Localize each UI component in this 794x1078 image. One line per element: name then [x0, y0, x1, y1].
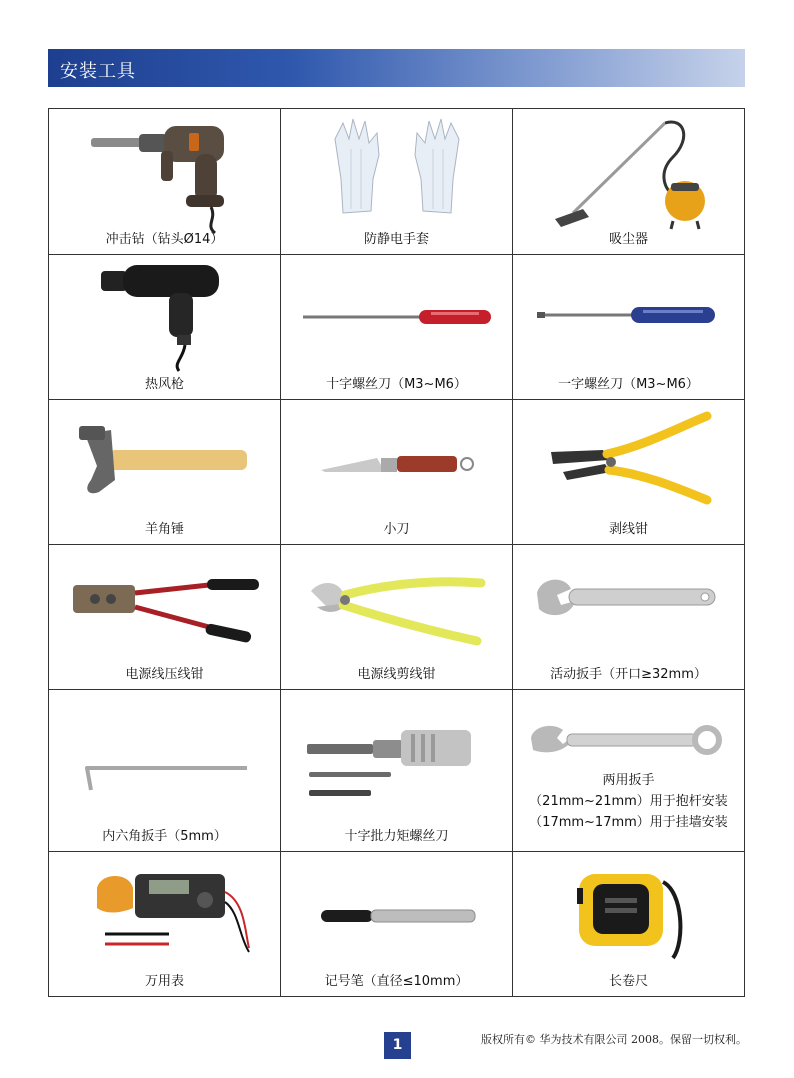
tool-label: 剥线钳 — [608, 522, 648, 537]
tool-cell-heat-gun — [49, 255, 281, 400]
tool-cell-torque-screwdriver — [281, 690, 513, 852]
tool-cell-multimeter — [49, 852, 281, 996]
tool-table — [48, 108, 745, 997]
tool-cell-impact-drill — [49, 109, 281, 255]
tool-label: 电源线剪线钳 — [357, 667, 436, 682]
section-header-bar — [48, 49, 745, 87]
section-title: 安装工具 — [60, 61, 136, 82]
combination-wrench-caption — [513, 770, 744, 833]
tool-label: 内六角扳手（5mm） — [102, 829, 227, 844]
tool-cell-phillips-screwdriver — [281, 255, 513, 400]
tool-label: 羊角锤 — [144, 522, 184, 537]
tool-cell-crimping-tool — [49, 545, 281, 690]
tool-label: 万用表 — [144, 974, 184, 989]
tool-label: 电源线压线钳 — [125, 667, 204, 682]
tool-label: 一字螺丝刀（M3~M6） — [558, 377, 699, 392]
tool-label: 热风枪 — [144, 377, 184, 392]
tool-label: 记号笔（直径≤10mm） — [324, 974, 469, 989]
tool-label: 十字批力矩螺丝刀 — [344, 829, 449, 844]
tool-label: 小刀 — [383, 522, 410, 537]
tool-cell-wire-stripper — [513, 400, 744, 545]
tool-cell-marker-pen — [281, 852, 513, 996]
tool-label: 防静电手套 — [363, 232, 429, 247]
tool-usage-line: （21mm~21mm）用于抱杆安装 — [529, 794, 728, 809]
tool-label: 长卷尺 — [608, 974, 648, 989]
tool-cell-cable-cutter — [281, 545, 513, 690]
tool-cell-tape-measure — [513, 852, 744, 996]
tool-cell-flat-screwdriver — [513, 255, 744, 400]
page-number: 1 — [384, 1032, 411, 1059]
tool-label: 两用扳手 — [602, 773, 655, 788]
copyright-notice: 版权所有© 华为技术有限公司 2008。保留一切权利。 — [481, 1033, 747, 1046]
tool-cell-claw-hammer — [49, 400, 281, 545]
tool-label: 十字螺丝刀（M3~M6） — [326, 377, 467, 392]
tool-label: 活动扳手（开口≥32mm） — [550, 667, 707, 682]
tool-cell-antistatic-gloves — [281, 109, 513, 255]
tool-cell-combination-wrench — [513, 690, 744, 852]
tool-cell-utility-knife — [281, 400, 513, 545]
tool-cell-adjustable-wrench — [513, 545, 744, 690]
tool-usage-line: （17mm~17mm）用于挂墙安装 — [529, 815, 728, 830]
tool-label: 吸尘器 — [608, 232, 648, 247]
tool-label: 冲击钻（钻头Ø14） — [105, 232, 224, 247]
tool-cell-hex-key — [49, 690, 281, 852]
tool-cell-vacuum-cleaner — [513, 109, 744, 255]
